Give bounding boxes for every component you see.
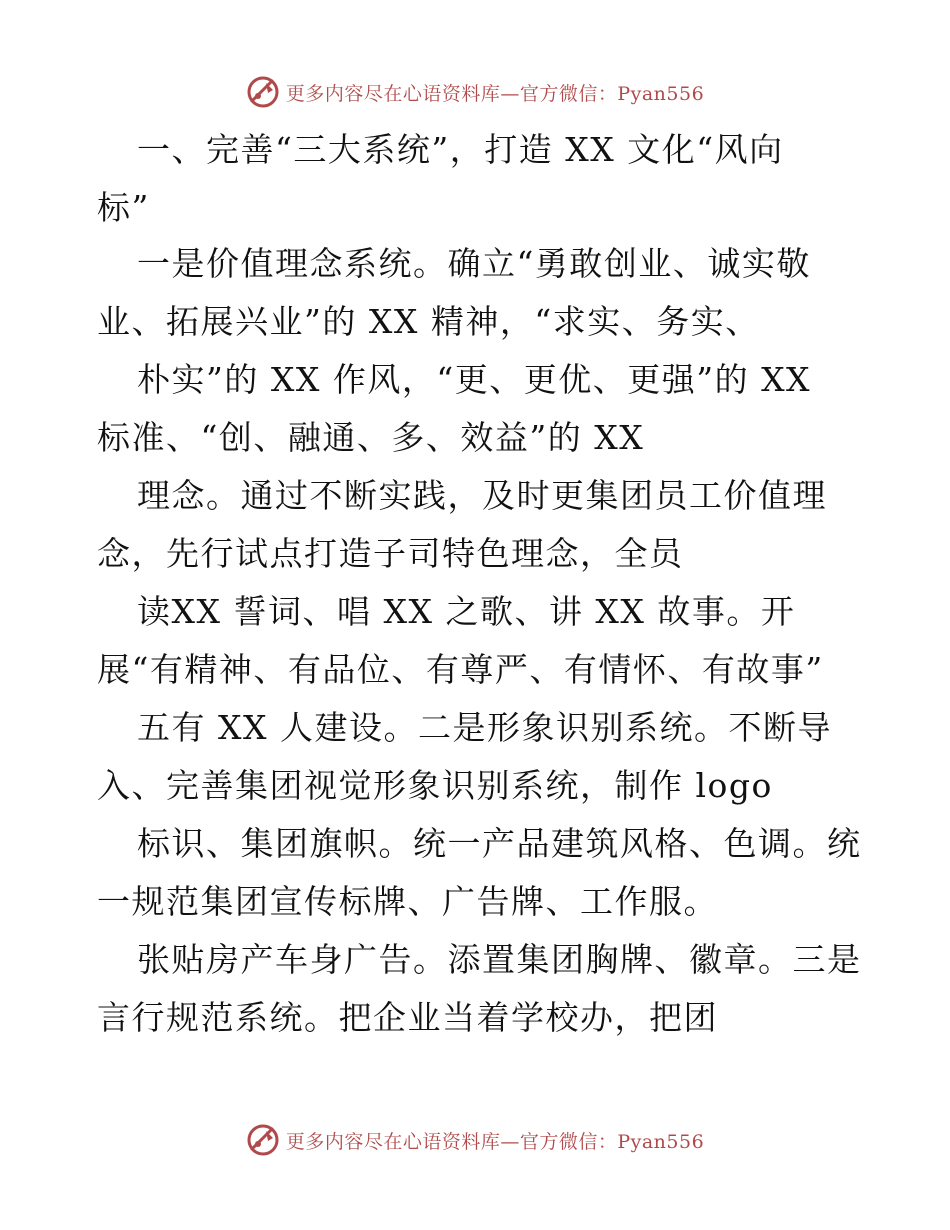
watermark-text: 更多内容尽在心语资料库—官方微信：Pyan556	[285, 82, 705, 105]
pen-circle-logo-icon	[246, 1123, 280, 1157]
text-line: 一是价值理念系统。确立“勇敢创业、诚实敬	[137, 244, 811, 283]
watermark-text: 更多内容尽在心语资料库—官方微信：Pyan556	[285, 1130, 705, 1153]
text-line: 标识、集团旗帜。统一产品建筑风格、色调。统	[137, 824, 862, 863]
text-line: 业、拓展兴业”的 XX 精神，“求实、务实、	[97, 302, 760, 341]
text-line: 理念。通过不断实践，及时更集团员工价值理	[137, 476, 827, 515]
text-line: 念，先行试点打造子司特色理念，全员	[97, 534, 684, 573]
text-line: 标”	[97, 188, 150, 227]
text-line: 言行规范系统。把企业当着学校办，把团	[97, 998, 718, 1037]
text-line: 入、完善集团视觉形象识别系统，制作 logo	[97, 766, 773, 805]
footer-watermark	[0, 1120, 950, 1160]
text-line: 朴实”的 XX 作风，“更、更优、更强”的 XX	[137, 360, 812, 399]
text-line: 读XX 誓词、唱 XX 之歌、讲 XX 故事。开	[137, 592, 796, 631]
text-line: 标准、“创、融通、多、效益”的 XX	[97, 418, 645, 457]
text-line: 一、完善“三大系统”，打造 XX 文化“风向	[137, 130, 784, 169]
text-line: 张贴房产车身广告。添置集团胸牌、徽章。三是	[137, 940, 862, 979]
text-line: 五有 XX 人建设。二是形象识别系统。不断导	[137, 708, 832, 747]
text-line: 一规范集团宣传标牌、广告牌、工作服。	[97, 882, 718, 921]
text-line: 展“有精神、有品位、有尊严、有情怀、有故事”	[97, 650, 824, 689]
